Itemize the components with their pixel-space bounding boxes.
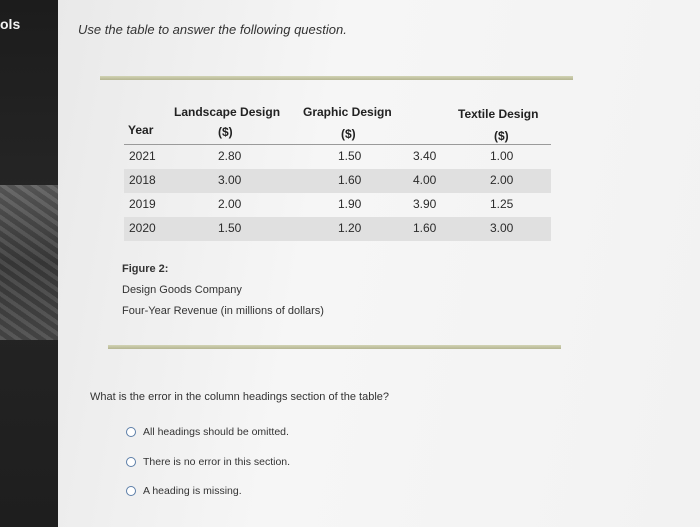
sidebar-label: ols bbox=[0, 16, 21, 32]
header-textile-label: Textile Design bbox=[458, 107, 539, 121]
cell-unlabeled: 1.60 bbox=[413, 221, 437, 235]
option-label[interactable]: All headings should be omitted. bbox=[143, 426, 289, 438]
figure-description: Four-Year Revenue (in millions of dollars) bbox=[122, 305, 324, 317]
figure-company: Design Goods Company bbox=[122, 284, 242, 296]
cell-unlabeled: 3.40 bbox=[413, 149, 437, 163]
question-text: What is the error in the column headings section of the table? bbox=[90, 391, 390, 403]
sidebar-thumbnail[interactable] bbox=[0, 185, 58, 340]
answer-option[interactable] bbox=[126, 485, 242, 497]
option-label[interactable]: A heading is missing. bbox=[143, 485, 242, 497]
figure-label: Figure 2: bbox=[122, 263, 169, 275]
cell-year: 2020 bbox=[129, 221, 156, 235]
cell-year: 2018 bbox=[129, 173, 156, 187]
cell-year: 2019 bbox=[129, 197, 156, 211]
header-graphic-unit: ($) bbox=[341, 127, 356, 141]
cell-year: 2021 bbox=[129, 149, 156, 163]
cell-graphic: 1.20 bbox=[338, 221, 362, 235]
header-graphic-label: Graphic Design bbox=[303, 105, 392, 119]
answer-option[interactable] bbox=[126, 426, 289, 438]
cell-unlabeled: 4.00 bbox=[413, 173, 437, 187]
sidebar bbox=[0, 0, 58, 527]
radio-button[interactable] bbox=[126, 486, 136, 496]
cell-unlabeled: 3.90 bbox=[413, 197, 437, 211]
cell-textile: 1.25 bbox=[490, 197, 514, 211]
cell-landscape: 2.80 bbox=[218, 149, 242, 163]
header-landscape-unit: ($) bbox=[218, 125, 233, 139]
cell-graphic: 1.90 bbox=[338, 197, 362, 211]
cell-landscape: 3.00 bbox=[218, 173, 242, 187]
header-landscape-label: Landscape Design bbox=[174, 105, 281, 119]
cell-textile: 3.00 bbox=[490, 221, 514, 235]
header-textile-unit: ($) bbox=[494, 129, 509, 143]
cell-textile: 2.00 bbox=[490, 173, 514, 187]
question-prompt: Use the table to answer the following question. bbox=[78, 22, 347, 37]
cell-landscape: 2.00 bbox=[218, 197, 242, 211]
cell-graphic: 1.60 bbox=[338, 173, 362, 187]
option-label[interactable]: There is no error in this section. bbox=[143, 456, 291, 468]
bottom-divider bbox=[108, 345, 561, 349]
top-divider bbox=[100, 76, 573, 80]
radio-button[interactable] bbox=[126, 427, 136, 437]
header-year: Year bbox=[128, 123, 154, 137]
cell-graphic: 1.50 bbox=[338, 149, 362, 163]
table-row bbox=[124, 145, 551, 169]
cell-landscape: 1.50 bbox=[218, 221, 242, 235]
answer-option[interactable] bbox=[126, 456, 290, 468]
question-panel bbox=[58, 0, 700, 527]
radio-button[interactable] bbox=[126, 457, 136, 467]
cell-textile: 1.00 bbox=[490, 149, 514, 163]
table-row bbox=[124, 193, 551, 217]
table-row bbox=[124, 217, 551, 241]
table-row bbox=[124, 169, 551, 193]
